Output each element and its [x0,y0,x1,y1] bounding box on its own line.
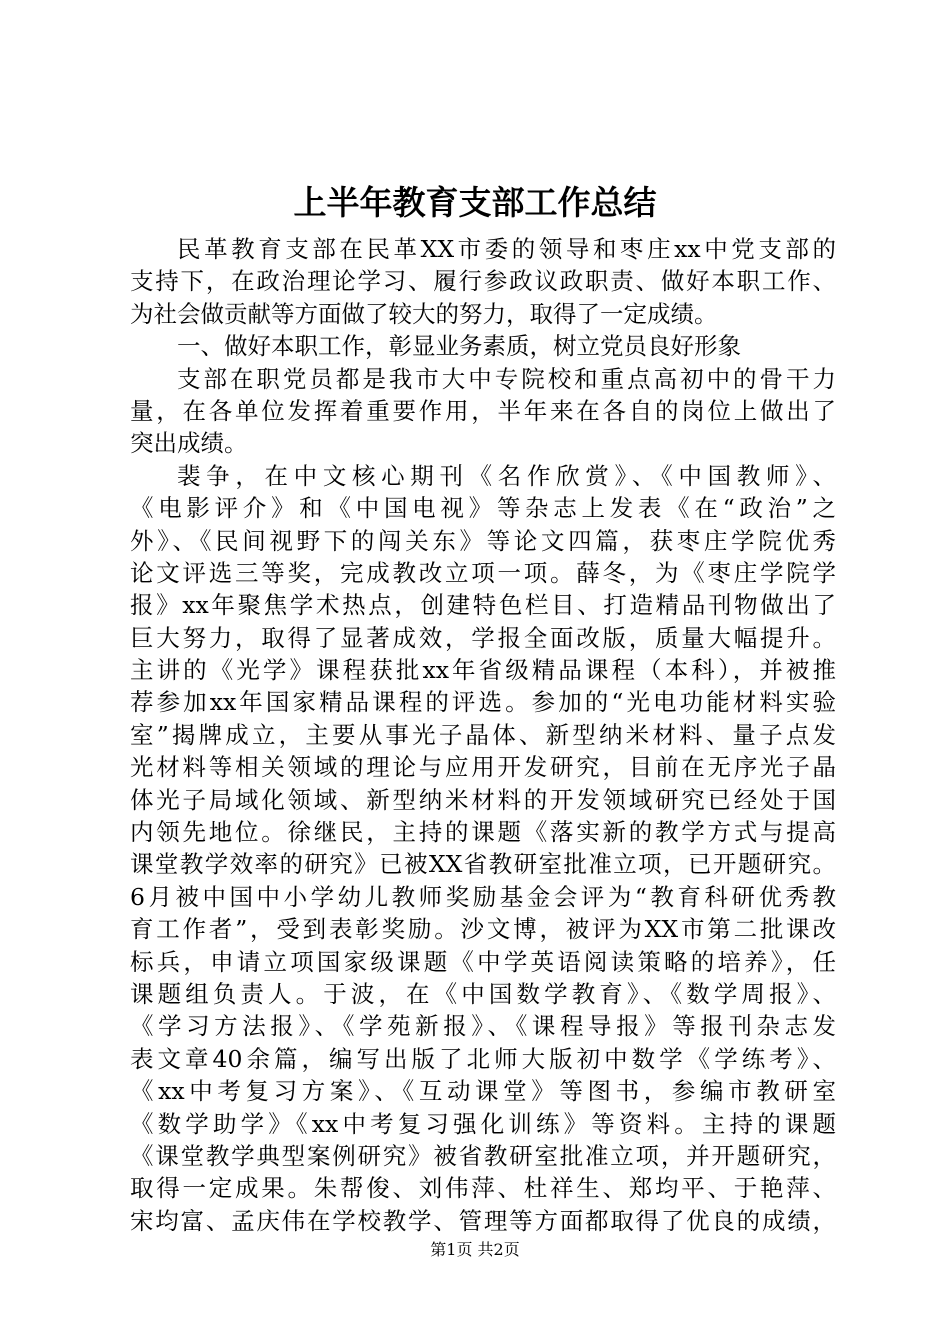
text-line: 育工作者”，受到表彰奖励。沙文博，被评为XX市第二批课改 [130,915,836,944]
text-line: 课题组负责人。于波，在《中国数学教育》、《数学周报》、 [130,979,836,1008]
text-line: 量，在各单位发挥着重要作用，半年来在各自的岗位上做出了 [130,396,836,425]
text-line: 民革教育支部在民革XX市委的领导和枣庄xx中党支部的 [177,235,836,263]
text-line: 《电影评介》和《中国电视》等杂志上发表《在“政治”之 [130,494,836,523]
text-line: 《课堂教学典型案例研究》被省教研室批准立项，并开题研究， [130,1141,836,1170]
page-title: 上半年教育支部工作总结 [293,183,657,222]
text-line: 为社会做贡献等方面做了较大的努力，取得了一定成绩。 [130,299,718,328]
text-line: 报》xx年聚焦学术热点，创建特色栏目、打造精品刊物做出了 [130,591,836,620]
text-line: 6月被中国中小学幼儿教师奖励基金会评为“教育科研优秀教 [130,882,836,911]
text-line: 表文章40余篇，编写出版了北师大版初中数学《学练考》、 [130,1044,836,1073]
text-line: 光材料等相关领域的理论与应用开发研究，目前在无序光子晶 [130,753,836,782]
text-line: 支持下，在政治理论学习、履行参政议政职责、做好本职工作、 [130,267,836,296]
text-line: 主讲的《光学》课程获批xx年省级精品课程（本科），并被推 [130,656,836,685]
text-line: 一、做好本职工作，彰显业务素质，树立党员良好形象 [177,332,741,361]
text-line: 宋均富、孟庆伟在学校教学、管理等方面都取得了优良的成绩， [130,1206,836,1235]
text-line: 支部在职党员都是我市大中专院校和重点高初中的骨干力 [177,364,836,393]
text-line: 《数学助学》《xx中考复习强化训练》等资料。主持的课题 [130,1109,836,1138]
text-line: 体光子局域化领域、新型纳米材料的开发领域研究已经处于国 [130,785,836,814]
text-line: 取得一定成果。朱帮俊、刘伟萍、杜祥生、郑均平、于艳萍、 [130,1174,836,1203]
text-line: 外》、《民间视野下的闯关东》等论文四篇，获枣庄学院优秀 [130,526,836,555]
text-line: 荐参加xx年国家精品课程的评选。参加的“光电功能材料实验 [130,688,836,717]
text-line: 《学习方法报》、《学苑新报》、《课程导报》等报刊杂志发 [130,1012,836,1041]
text-line: 裴争，在中文核心期刊《名作欣赏》、《中国教师》、 [177,461,836,490]
text-line: 论文评选三等奖，完成教改立项一项。薛冬，为《枣庄学院学 [130,558,836,587]
text-line: 课堂教学效率的研究》已被XX省教研室批准立项，已开题研究。 [130,850,836,879]
document-body [130,233,836,1237]
text-line: 室”揭牌成立，主要从事光子晶体、新型纳米材料、量子点发 [130,720,836,749]
text-line: 标兵，申请立项国家级课题《中学英语阅读策略的培养》，任 [130,947,836,976]
text-line: 突出成绩。 [130,429,248,458]
page-number-footer: 第1页 共2页 [430,1240,520,1259]
text-line: 《xx中考复习方案》、《互动课堂》等图书，参编市教研室 [130,1077,836,1106]
text-line: 巨大努力，取得了显著成效，学报全面改版，质量大幅提升。 [130,623,836,652]
text-line: 内领先地位。徐继民，主持的课题《落实新的教学方式与提高 [130,818,836,847]
